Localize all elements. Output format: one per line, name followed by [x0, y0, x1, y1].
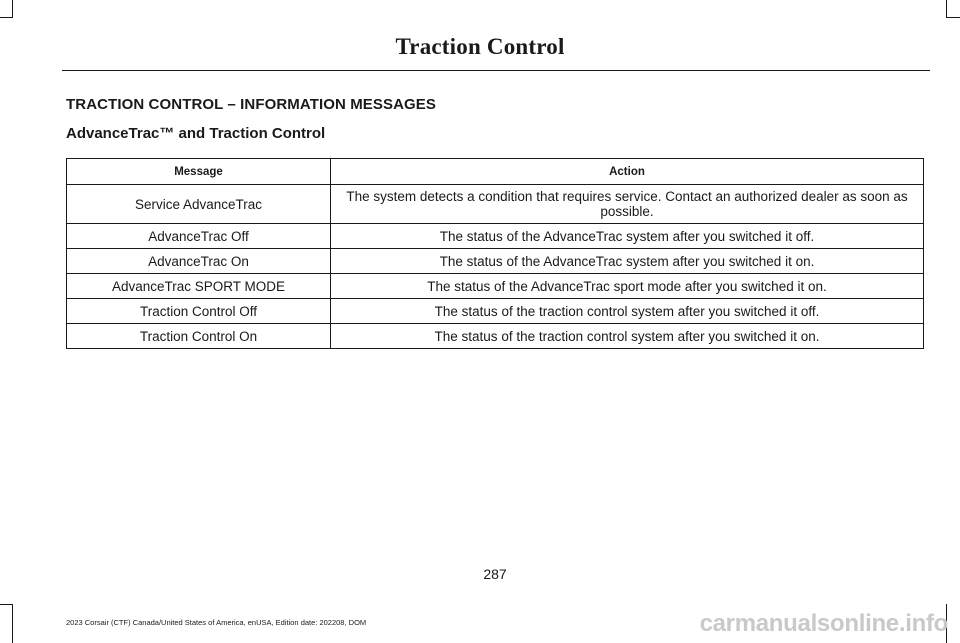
section-heading: TRACTION CONTROL – INFORMATION MESSAGES [66, 96, 437, 113]
title-divider [62, 70, 930, 71]
information-messages-table [66, 158, 924, 349]
message-cell: AdvanceTrac On [67, 249, 331, 274]
message-cell: AdvanceTrac SPORT MODE [67, 274, 331, 299]
action-cell: The status of the traction control system after you switched it on. [331, 324, 924, 349]
table-row [67, 274, 924, 299]
table-row [67, 224, 924, 249]
message-cell: Traction Control Off [67, 299, 331, 324]
column-header-action: Action [331, 159, 924, 185]
crop-mark-top-left-horizontal [0, 17, 13, 18]
message-cell: Service AdvanceTrac [67, 185, 331, 224]
message-cell: Traction Control On [67, 324, 331, 349]
action-cell: The status of the AdvanceTrac sport mode after you switched it on. [331, 274, 924, 299]
watermark: carmanualsonline.info [699, 610, 948, 637]
table-row [67, 299, 924, 324]
action-cell: The system detects a condition that requires service. Contact an authorized dealer as soon as possible. [331, 185, 924, 224]
table-row [67, 324, 924, 349]
action-cell: The status of the traction control system after you switched it off. [331, 299, 924, 324]
crop-mark-top-right [946, 0, 947, 17]
column-header-message: Message [67, 159, 331, 185]
action-cell: The status of the AdvanceTrac system after you switched it off. [331, 224, 924, 249]
page-title: Traction Control [395, 34, 565, 59]
table-row [67, 185, 924, 224]
crop-mark-bottom-left-horizontal [0, 604, 13, 605]
edition-footer: 2023 Corsair (CTF) Canada/United States of America, enUSA, Edition date: 202208, DOM [66, 618, 367, 627]
sub-heading: AdvanceTrac™ and Traction Control [66, 125, 326, 142]
message-cell: AdvanceTrac Off [67, 224, 331, 249]
table-row [67, 249, 924, 274]
table-header-row [67, 159, 924, 185]
page-number: 287 [483, 566, 507, 582]
crop-mark-top-left [12, 0, 13, 17]
action-cell: The status of the AdvanceTrac system after you switched it on. [331, 249, 924, 274]
crop-mark-top-right-horizontal [946, 17, 960, 18]
crop-mark-bottom-left [12, 604, 13, 643]
